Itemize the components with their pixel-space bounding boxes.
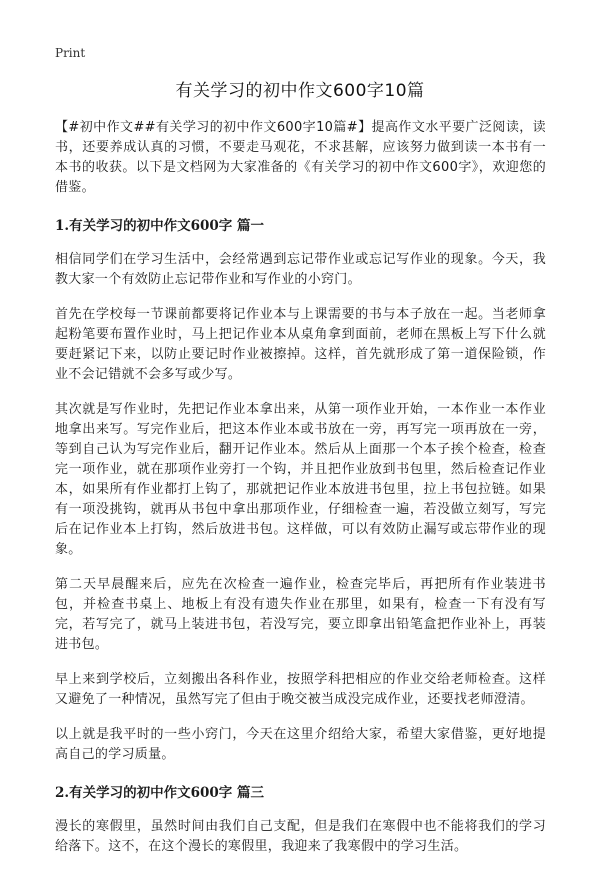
paragraph: 早上来到学校后，立刻搬出各科作业，按照学科把相应的作业交给老师检查。这样又避免了一种情况，虽然写完了但由于晚交被当成没完成作业，还要找老师澄清。 <box>55 672 546 707</box>
paragraph: 首先在学校每一节课前都要将记作业本与上课需要的书与本子放在一起。当老师拿起粉笔要布置作业时，马上把记作业本从桌角拿到面前，老师在黑板上写下什么就要赶紧记下来，以防止要记时作业被擦掉。这样，首先就形成了第一道保险锁，作业不会记错就不会多写或少写。 <box>55 307 546 382</box>
intro-paragraph: 【#初中作文##有关学习的初中作文600字10篇#】提高作文水平要广泛阅读，读书，还要养成认真的习惯，不要走马观花，不求甚解，应该努力做到读一本书有一本书的收获。以下是文档网为大家准备的《有关学习的初中作文600字》，欢迎您的借鉴。 <box>55 120 546 195</box>
paragraph: 第二天早晨醒来后，应先在次检查一遍作业，检查完毕后，再把所有作业装进书包，并检查书桌上、地板上有没有遗失作业在那里，如果有，检查一下有没有写完，若写完了，就马上装进书包，若没写完，要立即拿出铅笔盒把作业补上，再装进书包。 <box>55 577 546 652</box>
section-heading: 2.有关学习的初中作文600字 篇三 <box>55 785 264 801</box>
article-body <box>55 118 546 872</box>
paragraph: 相信同学们在学习生活中，会经常遇到忘记带作业或忘记写作业的现象。今天，我教大家一个有效防止忘记带作业和写作业的小窍门。 <box>55 252 546 287</box>
section-heading: 1.有关学习的初中作文600字 篇一 <box>55 218 264 234</box>
paragraph: 漫长的寒假里，虽然时间由我们自己支配，但是我们在寒假中也不能将我们的学习给落下。这不，在这个漫长的寒假里，我迎来了我寒假中的学习生活。 <box>55 819 546 854</box>
paragraph: 其次就是写作业时，先把记作业本拿出来，从第一项作业开始，一本作业一本作业地拿出来写。写完作业后，把这本作业本或书放在一旁，再写完一项再放在一旁，等到自己认为写完作业后，翻开记作业本。然后从上面那一个本子挨个检查，检查完一项作业，就在那项作业旁打一个钩，并且把作业放到书包里，然后检查记作业本，如果所有作业都打上钩了，那就把记作业本放进书包里，拉上书包拉链。如果有一项没挑钩，就再从书包中拿出那项作业，仔细检查一遍，若没做立刻写，写完后在记作业本上打钩，然后放进书包。这样做，可以有效防止漏写或忘带作业的现象。 <box>55 402 546 557</box>
paragraph: 以上就是我平时的一些小窍门，今天在这里介绍给大家，希望大家借鉴，更好地提高自己的学习质量。 <box>55 727 546 762</box>
page-title: 有关学习的初中作文600字10篇 <box>175 81 425 101</box>
print-link[interactable]: Print <box>55 46 86 60</box>
